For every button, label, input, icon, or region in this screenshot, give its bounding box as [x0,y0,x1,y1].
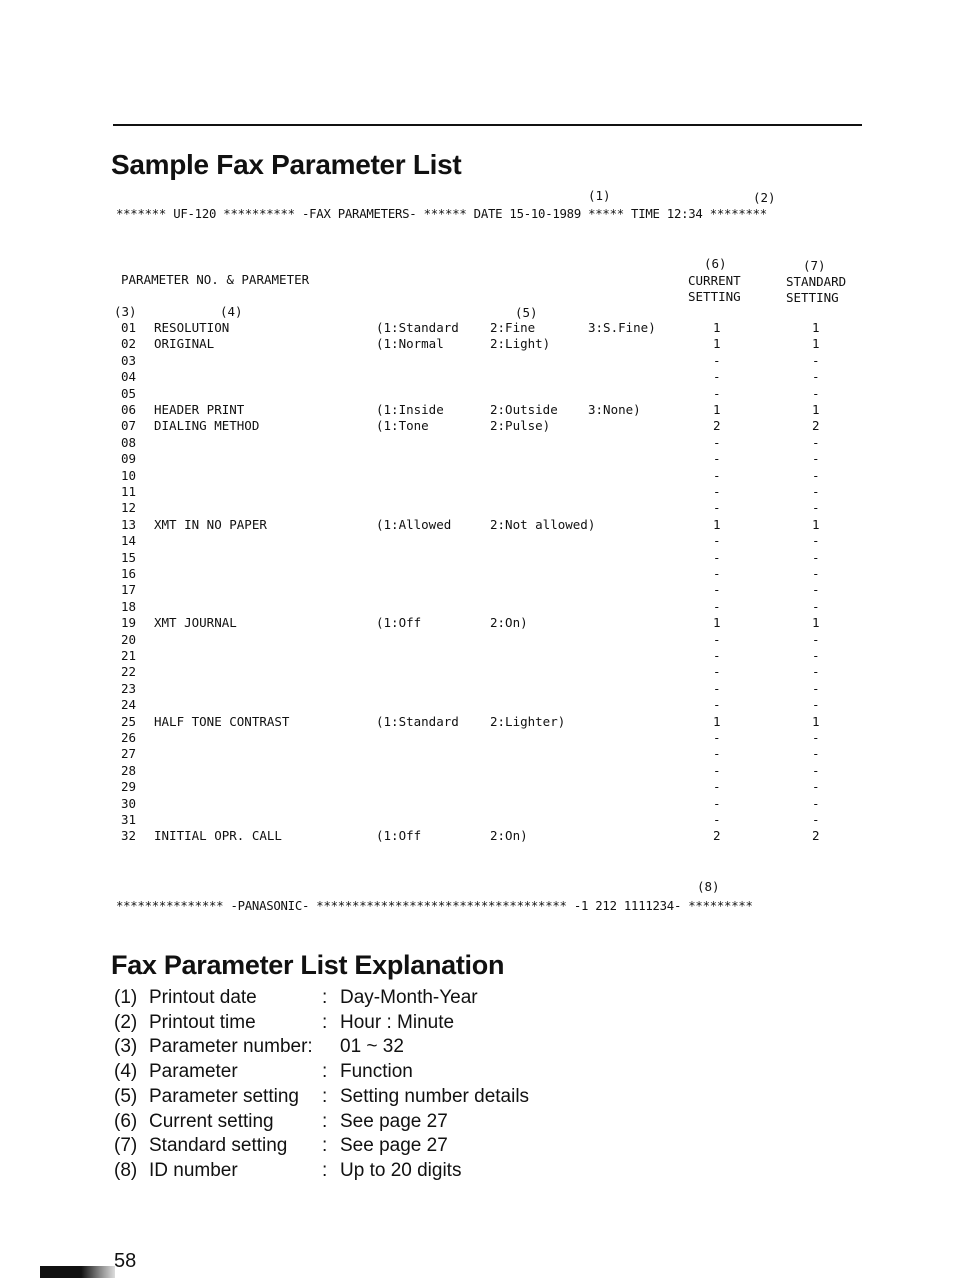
explanation-item [114,1160,714,1185]
explanation-value: Hour : Minute [340,1011,455,1033]
param-option-3: 3:S.Fine) [588,320,656,335]
standard-setting: - [812,598,820,614]
explanation-item [114,1135,714,1160]
param-number: 22 [121,664,137,680]
param-number: 14 [121,533,137,549]
current-heading-l2: SETTING [688,289,741,304]
parameter-row [0,320,954,336]
explanation-colon: : [322,1159,328,1181]
page-number: 58 [114,1250,137,1272]
parameter-row [0,746,954,762]
param-number: 07 [121,418,137,434]
explanation-term: Printout date [149,987,257,1008]
standard-setting: - [812,549,820,565]
current-setting: 2 [713,828,721,844]
standard-setting: - [812,812,820,827]
current-setting: - [713,795,721,811]
param-option-1: (1:Normal [376,336,444,352]
standard-setting: - [812,730,820,745]
param-option-2: 2:Outside [490,402,558,417]
page-title: Sample Fax Parameter List [111,149,462,180]
standard-setting: 1 [812,336,820,352]
standard-setting: - [812,385,820,401]
parameter-row [0,566,954,582]
param-option-1: (1:Inside [376,402,444,417]
param-option-1: (1:Off [376,828,422,844]
current-setting: - [713,533,721,549]
current-heading-l1: CURRENT [688,273,741,288]
standard-setting: - [812,582,820,598]
explanation-item [114,987,714,1012]
param-number: 10 [121,467,137,483]
param-number: 21 [121,648,137,663]
explanation-value: 01 ~ 32 [340,1036,404,1058]
param-option-2: 2:Fine [490,320,536,335]
standard-setting: - [812,680,820,696]
param-option-2: 2:Pulse) [490,418,551,434]
parameter-row [0,402,954,418]
standard-setting: 1 [812,402,820,417]
param-option-1: (1:Off [376,615,422,631]
param-number: 30 [121,795,137,811]
standard-setting: 2 [812,418,820,434]
current-setting: 2 [713,418,721,434]
explanation-item [114,1036,714,1061]
standard-setting: 2 [812,828,820,844]
current-setting: - [713,434,721,450]
standard-setting: 1 [812,516,820,532]
parameter-row [0,517,954,533]
explanation-number: (3) [114,1036,138,1058]
current-setting: - [713,664,721,680]
param-option-2: 2:Lighter) [490,713,566,729]
parameter-row [0,582,954,598]
current-setting: - [713,451,721,467]
param-number: 24 [121,697,137,713]
marker-4: (4) [220,304,243,319]
current-setting: 1 [713,402,721,417]
marker-8: (8) [697,879,720,894]
param-number: 06 [121,402,137,417]
param-number: 25 [121,713,137,729]
parameter-row [0,336,954,352]
param-name: XMT JOURNAL [154,615,237,631]
current-setting: - [713,730,721,745]
param-number: 17 [121,582,137,598]
parameter-row [0,533,954,549]
current-setting: - [713,812,721,827]
parameter-row [0,812,954,828]
param-number: 13 [121,516,137,532]
param-number: 01 [121,320,137,335]
explanation-item [114,1012,714,1037]
parameter-row [0,386,954,402]
param-name: ORIGINAL [154,336,215,352]
current-setting: - [713,352,721,368]
standard-setting: - [812,664,820,680]
explanation-number: (5) [114,1085,138,1107]
explanation-colon: : [322,1011,328,1033]
parameter-row [0,353,954,369]
current-setting: - [713,566,721,581]
current-setting: 1 [713,516,721,532]
param-number: 12 [121,500,137,516]
standard-heading-l1: STANDARD [786,274,847,289]
marker-1: (1) [588,188,611,203]
parameter-row [0,763,954,779]
parameter-row [0,484,954,500]
explanation-value: See page 27 [340,1135,448,1157]
parameter-row [0,714,954,730]
current-setting: - [713,680,721,696]
standard-setting: - [812,566,820,581]
parameter-row [0,681,954,697]
param-option-2: 2:Not allowed) [490,516,596,532]
parameter-row [0,632,954,648]
explanation-term: Parameter setting [149,1085,299,1107]
param-number: 03 [121,352,137,368]
current-setting: - [713,746,721,762]
explanation-value: Setting number details [340,1085,530,1107]
standard-setting: - [812,352,820,368]
param-number: 16 [121,566,137,581]
explanation-item [114,1061,714,1086]
parameter-row [0,648,954,664]
standard-setting: - [812,434,820,450]
param-name: XMT IN NO PAPER [154,516,267,532]
explanation-colon: : [322,1061,328,1083]
current-setting: - [713,598,721,614]
param-number: 15 [121,549,137,565]
param-number: 04 [121,369,137,385]
current-setting: 1 [713,320,721,335]
explanation-colon: : [322,1135,328,1157]
explanation-value: Function [340,1061,413,1083]
param-column-heading: PARAMETER NO. & PARAMETER [121,272,310,287]
param-option-1: (1:Standard [376,320,459,335]
standard-setting: - [812,500,820,516]
parameter-row [0,615,954,631]
standard-setting: - [812,762,820,778]
current-setting: - [713,385,721,401]
explanation-term: Parameter [149,1061,238,1083]
current-setting: - [713,484,721,499]
parameter-row [0,828,954,844]
param-name: RESOLUTION [154,320,230,335]
explanation-colon: : [322,1110,328,1132]
param-number: 09 [121,451,137,467]
current-setting: - [713,648,721,663]
param-number: 23 [121,680,137,696]
standard-setting: 1 [812,713,820,729]
param-number: 32 [121,828,137,844]
parameter-row [0,730,954,746]
param-number: 18 [121,598,137,614]
param-number: 05 [121,385,137,401]
explanation-number: (1) [114,987,138,1008]
parameter-row [0,664,954,680]
marker-7: (7) [803,258,826,273]
explanation-term: Standard setting [149,1135,288,1157]
parameter-row [0,418,954,434]
standard-setting: - [812,451,820,467]
current-setting: - [713,549,721,565]
standard-setting: - [812,533,820,549]
current-setting: - [713,467,721,483]
standard-setting: - [812,795,820,811]
param-number: 28 [121,762,137,778]
param-name: HEADER PRINT [154,402,245,417]
explanation-term: Parameter number: [149,1036,313,1058]
standard-setting: - [812,746,820,762]
param-option-1: (1:Tone [376,418,429,434]
explanation-colon: : [322,987,328,1008]
standard-setting: - [812,369,820,385]
param-name: DIALING METHOD [154,418,260,434]
standard-setting: - [812,467,820,483]
marker-5: (5) [515,305,538,320]
current-setting: - [713,762,721,778]
param-name: INITIAL OPR. CALL [154,828,282,844]
explanation-number: (4) [114,1061,138,1083]
explanation-number: (2) [114,1011,138,1033]
param-option-2: 2:Light) [490,336,551,352]
parameter-row [0,550,954,566]
parameter-row [0,451,954,467]
current-setting: - [713,582,721,598]
current-setting: - [713,697,721,713]
param-option-1: (1:Standard [376,713,459,729]
current-setting: - [713,500,721,516]
standard-setting: - [812,779,820,795]
parameter-row [0,468,954,484]
param-number: 20 [121,631,137,647]
param-option-1: (1:Allowed [376,516,452,532]
current-setting: - [713,631,721,647]
explanation-term: Current setting [149,1110,274,1132]
parameter-row [0,500,954,516]
standard-setting: - [812,631,820,647]
explanation-item [114,1111,714,1136]
printout-header-line: ******* UF-120 ********** -FAX PARAMETERS- ****** DATE 15-10-1989 ***** TIME 12:34 ******** [116,207,767,221]
parameter-row [0,779,954,795]
marker-6: (6) [704,256,727,271]
current-setting: - [713,369,721,385]
marker-2: (2) [753,190,776,205]
param-number: 11 [121,484,137,499]
param-option-2: 2:On) [490,615,528,631]
param-name: HALF TONE CONTRAST [154,713,290,729]
standard-setting: - [812,484,820,499]
explanation-value: See page 27 [340,1110,448,1132]
marker-3: (3) [114,304,137,319]
param-number: 02 [121,336,137,352]
explanation-number: (7) [114,1135,138,1157]
current-setting: 1 [713,713,721,729]
explanation-item [114,1086,714,1111]
current-setting: 1 [713,615,721,631]
printout-footer-line: *************** -PANASONIC- *********************************** -1 212 1111234- ********* [116,899,753,913]
standard-setting: 1 [812,615,820,631]
parameter-row [0,697,954,713]
param-number: 27 [121,746,137,762]
explanation-term: Printout time [149,1011,256,1033]
standard-setting: - [812,648,820,663]
explanation-number: (6) [114,1110,138,1132]
param-number: 31 [121,812,137,827]
explanation-term: ID number [149,1159,238,1181]
top-rule [113,124,862,126]
explanation-title: Fax Parameter List Explanation [111,950,505,980]
param-number: 08 [121,434,137,450]
standard-heading-l2: SETTING [786,290,839,305]
parameter-row [0,599,954,615]
page-edge-mark [40,1266,115,1278]
param-option-3: 3:None) [588,402,641,417]
explanation-value: Day-Month-Year [340,987,478,1008]
param-number: 29 [121,779,137,795]
parameter-row [0,796,954,812]
parameter-row [0,369,954,385]
standard-setting: - [812,697,820,713]
explanation-number: (8) [114,1159,138,1181]
current-setting: - [713,779,721,795]
param-number: 19 [121,615,137,631]
explanation-value: Up to 20 digits [340,1159,462,1181]
explanation-colon: : [322,1085,328,1107]
standard-setting: 1 [812,320,820,335]
current-setting: 1 [713,336,721,352]
parameter-row [0,435,954,451]
param-option-2: 2:On) [490,828,528,844]
param-number: 26 [121,730,137,745]
